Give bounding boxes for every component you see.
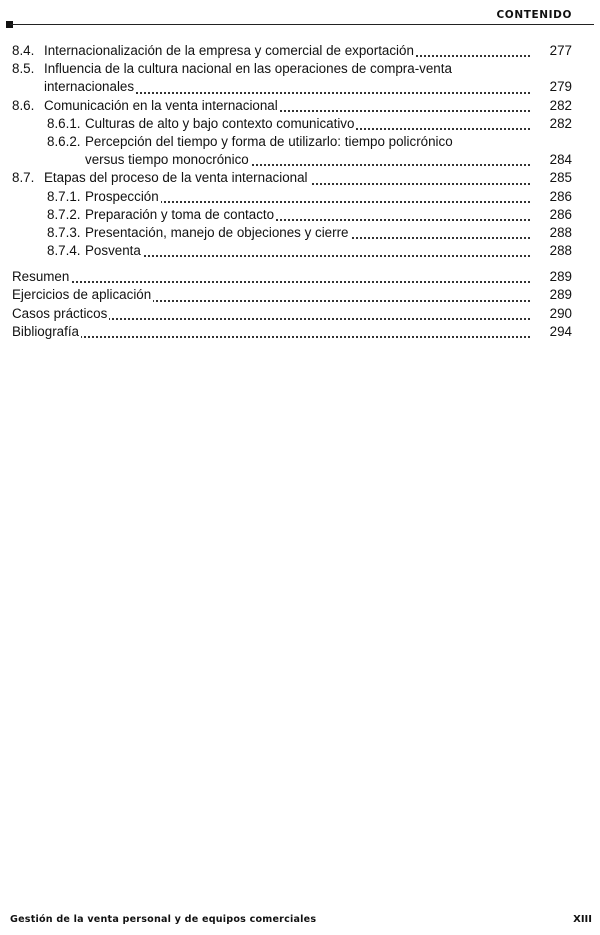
toc-entry-title: Influencia de la cultura nacional en las operaciones de compra-venta [44,61,452,77]
toc-entry [0,224,600,242]
toc-entry-number: 8.6.2. [47,133,81,149]
toc-entry-number: 8.7. [12,170,35,186]
toc-entry-title: Prospección [85,188,159,204]
toc-entry [0,188,600,206]
toc-entry-page: 289 [532,268,572,286]
toc-entry [0,133,600,169]
toc-entry-number: 8.7.2. [47,206,81,222]
toc-entry [0,60,600,96]
toc-entry-page: 286 [532,206,572,224]
toc-entry-number: 8.5. [12,61,35,77]
toc-entry [0,286,600,304]
toc-entry-title: Bibliografía [12,323,79,339]
toc-entry-page: 294 [532,323,572,341]
toc-entry-number: 8.7.1. [47,188,81,204]
toc-entry-title: Etapas del proceso de la venta internacional [44,170,308,186]
toc-entry-number: 8.7.3. [47,224,81,240]
toc-entry-title: Posventa [85,243,141,259]
toc-entry-page: 290 [532,305,572,323]
page-number: XIII [573,914,592,925]
toc-entry [0,323,600,341]
toc-entry-page: 288 [532,242,572,260]
toc-entry-title: Preparación y toma de contacto [85,206,275,222]
toc-entry-title: Resumen [12,269,70,285]
header-rule [10,24,594,25]
dot-leader [12,336,530,338]
toc-entry-page: 289 [532,286,572,304]
toc-entry [0,115,600,133]
toc-entry-page: 286 [532,188,572,206]
running-header: CONTENIDO [496,9,572,21]
toc-entry-page: 284 [532,151,572,169]
toc-entry-number: 8.6.1. [47,115,81,131]
toc-entry-title: Percepción del tiempo y forma de utilizarlo: tiempo policrónico [85,133,453,149]
toc-entry-title: internacionales [44,79,135,95]
dot-leader [12,281,530,283]
toc-entry [0,169,600,187]
toc-entry-page: 279 [532,78,572,96]
toc-entry-page: 282 [532,97,572,115]
toc-entry [0,242,600,260]
toc-entry [0,42,600,60]
toc-entry-title: Ejercicios de aplicación [12,287,152,303]
toc-entry [0,206,600,224]
toc-entry-page: 277 [532,42,572,60]
toc-entry-page: 288 [532,224,572,242]
toc-entry-page: 285 [532,169,572,187]
toc-entry-number: 8.7.4. [47,243,81,259]
book-title-footer: Gestión de la venta personal y de equipos comerciales [10,914,317,925]
toc-entry [0,268,600,286]
toc-entry [0,97,600,115]
dot-leader [85,255,530,257]
toc-entry-title: Comunicación en la venta internacional [44,97,278,113]
toc-entry-number: 8.4. [12,43,35,58]
toc-entry-title: Casos prácticos [12,305,108,321]
toc-entry [0,305,600,323]
toc-entry-number: 8.6. [12,97,35,113]
toc-entry-title: versus tiempo monocrónico [85,152,249,168]
toc-entry-page: 282 [532,115,572,133]
toc-entry-title: Culturas de alto y bajo contexto comunicativo [85,115,355,131]
toc-entry-title: Internacionalización de la empresa y comercial de exportación [44,43,414,58]
toc-entry-title: Presentación, manejo de objeciones y cierre [85,224,349,240]
table-of-contents [0,42,600,341]
